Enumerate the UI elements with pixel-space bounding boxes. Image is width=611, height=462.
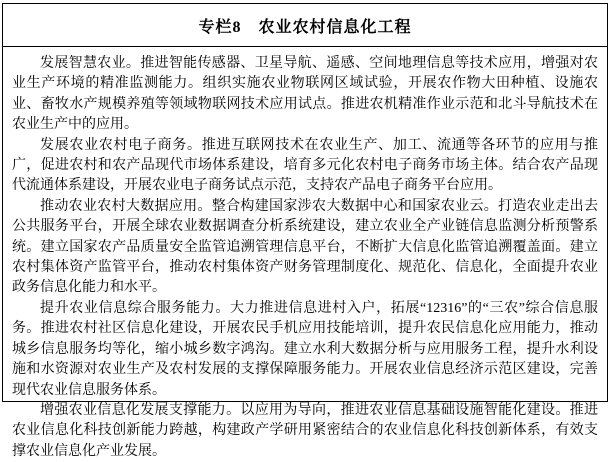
paragraph: 发展智慧农业。推进智能传感器、卫星导航、遥感、空间地理信息等技术应用，增强对农业生产环境的精准监测能力。组织实施农业物联网区域试验，开展农作物大田种植、设施农业、畜牧水产规模养殖等领域物联网技术应用试点。推进农机精准作业示范和北斗导航技术在农业生产中的应用。 (12, 56, 598, 133)
paragraph: 提升农业信息综合服务能力。大力推进信息进村入户，拓展“12316”的“三农”综合信息服务。推进农村社区信息化建设，开展农民手机应用技能培训，提升农民信息化应用能力，推动城乡信息服务均等化，缩小城乡数字鸿沟。建立水利大数据分析与应用服务工程，提升水利设施和水资源对农业生产及农村发展的支撑保障服务能力。开展农业信息经济示范区建设，完善现代农业信息服务体系。 (12, 300, 598, 398)
column-title: 专栏8 农业农村信息化工程 (3, 4, 607, 47)
paragraph: 增强农业信息化发展支撑能力。以应用为导向，推进农业信息基础设施智能化建设。推进农业信息化科技创新能力跨越，构建政产学研用紧密结合的农业信息化科技创新体系，有效支撑农业信息化产业发展。 (12, 402, 598, 459)
paragraph: 推动农业农村大数据应用。整合构建国家涉农大数据中心和国家农业云。打造农业走出去公共服务平台，开展全球农业数据调查分析系统建设，建立农业全产业链信息监测分析预警系统。建立国家农产品质量安全监管追溯管理信息平台，不断扩大信息化监管追溯覆盖面。建立农村集体资产监管平台，推动农村集体资产财务管理制度化、规范化、信息化，全面提升农业政务信息化能力和水平。 (12, 198, 598, 296)
column-body (3, 47, 607, 462)
paragraph: 发展农业农村电子商务。推进互联网技术在农业生产、加工、流通等各环节的应用与推广，促进农村和农产品现代市场体系建设，培育多元化农村电子商务市场主体。结合农产品现代流通体系建设，开展农业电子商务试点示范，支持农产品电子商务平台应用。 (12, 137, 598, 194)
column-box (2, 3, 608, 459)
